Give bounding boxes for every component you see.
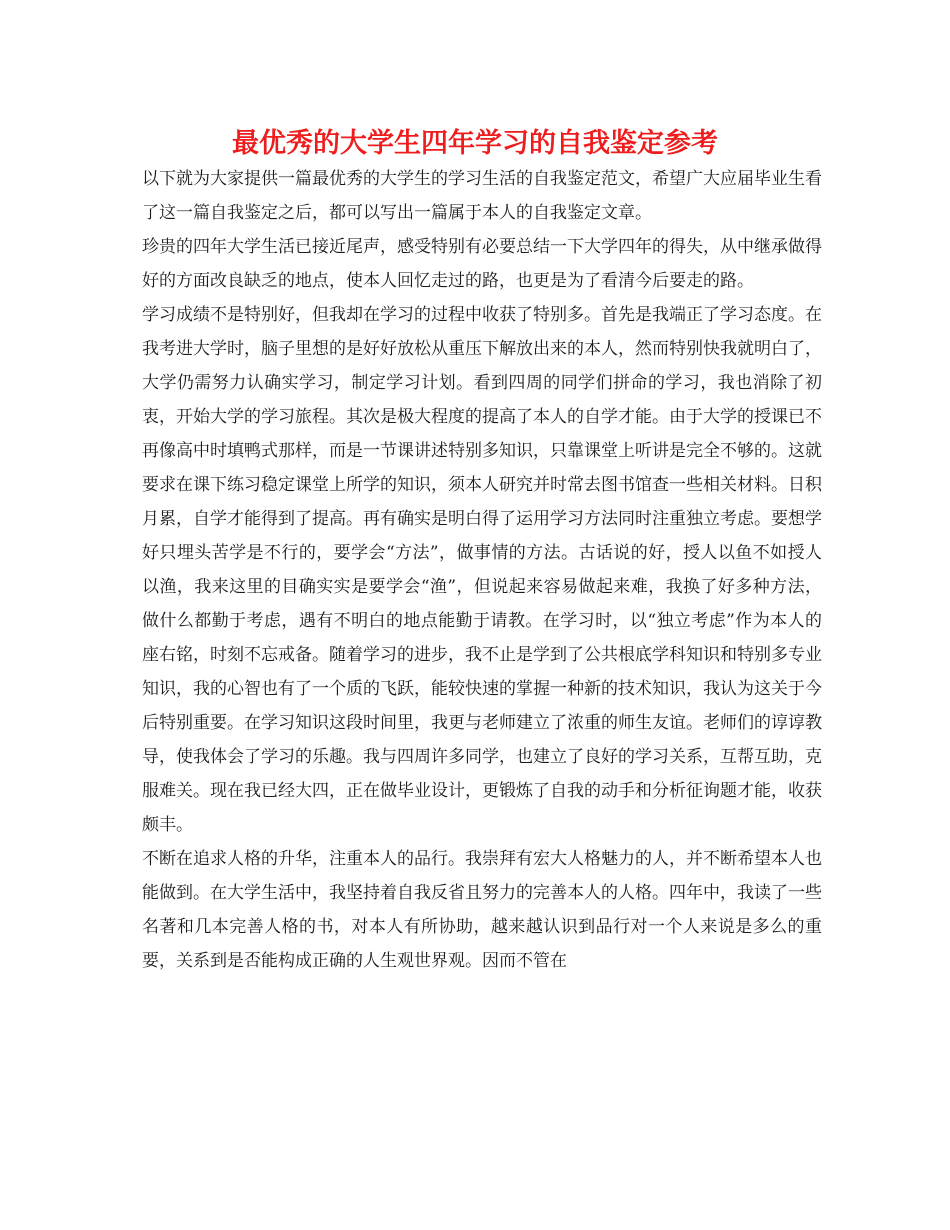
paragraph-summary: 珍贵的四年大学生活已接近尾声，感受特别有必要总结一下大学四年的得失，从中继承做得好的方面改良缺乏的地点，使本人回忆走过的路，也更是为了看清今后要走的路。 — [142, 237, 822, 291]
paragraph-character: 不断在追求人格的升华，注重本人的品行。我崇拜有宏大人格魅力的人，并不断希望本人也能做到。在大学生活中，我坚持着自我反省且努力的完善本人的人格。四年中，我读了一些名著和几本完善人格的书，对本人有所协助，越来越认识到品行对一个人来说是多么的重要，关系到是否能构成正确的人生观世界观。因而不管在 — [142, 849, 822, 971]
paragraph-intro: 以下就为大家提供一篇最优秀的大学生的学习生活的自我鉴定范文，希望广大应届毕业生看了这一篇自我鉴定之后，都可以写出一篇属于本人的自我鉴定文章。 — [142, 169, 822, 223]
paragraph-study: 学习成绩不是特别好，但我却在学习的过程中收获了特别多。首先是我端正了学习态度。在我考进大学时，脑子里想的是好好放松从重压下解放出来的本人，然而特别快我就明白了，大学仍需努力认确实学习，制定学习计划。看到四周的同学们拼命的学习，我也消除了初衷，开始大学的学习旅程。其次是极大程度的提高了本人的自学才能。由于大学的授课已不再像高中时填鸭式那样，而是一节课讲述特别多知识，只靠课堂上听讲是完全不够的。这就要求在课下练习稳定课堂上所学的知识，须本人研究并时常去图书馆查一些相关材料。日积月累，自学才能得到了提高。再有确实是明白得了运用学习方法同时注重独立考虑。要想学好只埋头苦学是不行的，要学会“方法”，做事情的方法。古话说的好，授人以鱼不如授人以渔，我来这里的目确实实是要学会“渔”，但说起来容易做起来难，我换了好多种方法，做什么都勤于考虑，遇有不明白的地点能勤于请教。在学习时，以“独立考虑”作为本人的座右铭，时刻不忘戒备。随着学习的进步，我不止是学到了公共根底学科知识和特别多专业知识，我的心智也有了一个质的飞跃，能较快速的掌握一种新的技术知识，我认为这关于今后特别重要。在学习知识这段时间里，我更与老师建立了浓重的师生友谊。老师们的谆谆教导，使我体会了学习的乐趣。我与四周许多同学，也建立了良好的学习关系，互帮互助，克服难关。现在我已经大四，正在做毕业设计，更锻炼了自我的动手和分析征询题才能，收获颇丰。 — [142, 305, 822, 835]
document-title: 最优秀的大学生四年学习的自我鉴定参考 — [232, 128, 718, 159]
document-body — [142, 162, 822, 978]
